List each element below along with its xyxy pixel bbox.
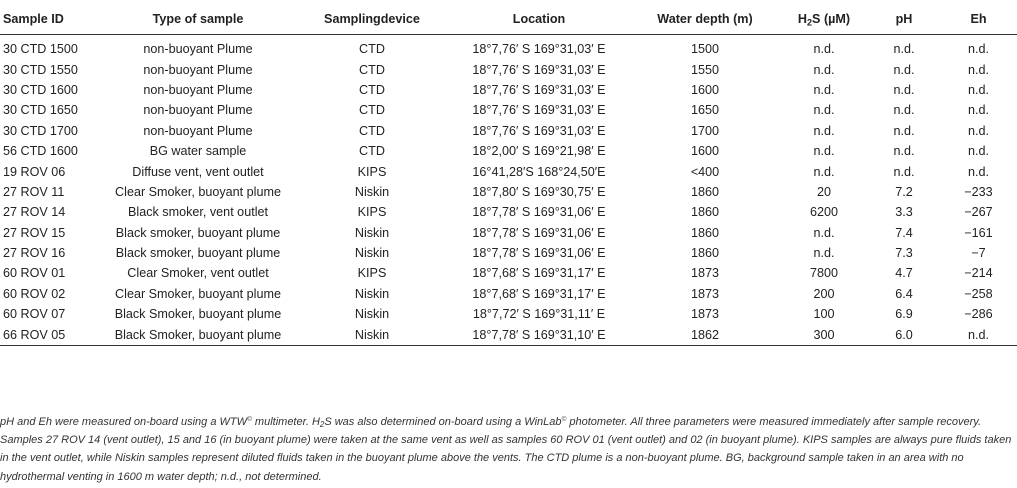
cell-ph: 4.7: [895, 266, 913, 281]
cell-water-depth: 1600: [690, 144, 720, 159]
cell-h2s: n.d.: [813, 82, 835, 97]
cell-h2s: 300: [780, 324, 868, 345]
cell-eh: n.d.: [967, 164, 989, 179]
footnote-copyright-mark-1: ©: [247, 416, 252, 424]
header-eh: Eh: [940, 4, 1017, 35]
cell-h2s: n.d.: [813, 225, 835, 240]
footnote-part-1: pH and Eh were measured on-board using a WTW: [0, 416, 248, 428]
cell-h2s: n.d.: [813, 123, 835, 138]
header-ph: pH: [868, 4, 940, 35]
cell-eh: n.d.: [967, 82, 989, 97]
header-h2s-subscript: 2: [807, 17, 813, 28]
cell-ph: 7.2: [895, 184, 913, 199]
cell-sampling-device: Niskin: [354, 307, 390, 322]
cell-sample-id: 66 ROV 05: [0, 324, 100, 345]
cell-location: 18°7,68′ S 169°31,17′ E: [472, 286, 606, 301]
table-footnote: [0, 413, 1012, 486]
header-h2s-suffix: S (µM): [812, 12, 851, 26]
cell-sample-id: 19 ROV 06: [3, 164, 66, 179]
cell-sampling-device: KIPS: [357, 266, 387, 281]
cell-sampling-device: CTD: [359, 144, 385, 159]
cell-location: 18°7,78′ S 169°31,10′ E: [448, 324, 630, 345]
cell-type-of-sample: non-buoyant Plume: [143, 62, 253, 77]
cell-type-of-sample: non-buoyant Plume: [143, 82, 253, 97]
cell-h2s: 20: [816, 184, 831, 199]
cell-water-depth: 1600: [690, 82, 720, 97]
cell-water-depth: 1862: [630, 324, 780, 345]
cell-h2s: 7800: [809, 266, 839, 281]
cell-water-depth: 1650: [690, 103, 720, 118]
cell-type-of-sample: Black Smoker, buoyant plume: [100, 324, 296, 345]
table-row: [0, 100, 1017, 120]
table-row: [0, 182, 1017, 202]
cell-sample-id: 60 ROV 07: [3, 307, 66, 322]
cell-water-depth: 1860: [690, 225, 720, 240]
table-row: [0, 284, 1017, 304]
cell-sampling-device: CTD: [359, 62, 385, 77]
header-h2s: [780, 4, 868, 35]
cell-sampling-device: CTD: [359, 42, 385, 57]
table-row: [0, 141, 1017, 161]
footnote-h2s-subscript: 2: [319, 419, 325, 429]
cell-eh: −233: [964, 184, 993, 199]
header-location: Location: [448, 4, 630, 35]
cell-type-of-sample: Black smoker, buoyant plume: [115, 225, 281, 240]
cell-location: 18°7,80′ S 169°30,75′ E: [472, 184, 606, 199]
table-row: [0, 223, 1017, 243]
cell-type-of-sample: Clear Smoker, buoyant plume: [115, 286, 281, 301]
cell-ph: n.d.: [893, 164, 915, 179]
cell-ph: 3.3: [895, 205, 913, 220]
table-row: [0, 263, 1017, 283]
table-row: [0, 161, 1017, 181]
cell-sample-id: 30 CTD 1700: [3, 123, 78, 138]
table-row: [0, 243, 1017, 263]
cell-location: 18°7,78′ S 169°31,06′ E: [472, 205, 606, 220]
cell-water-depth: 1873: [690, 307, 720, 322]
cell-sample-id: 60 ROV 01: [3, 266, 66, 281]
cell-water-depth: <400: [690, 164, 720, 179]
cell-sample-id: 30 CTD 1600: [3, 82, 78, 97]
footnote-part-4: photometer. All three parameters were measured immediately after sample recovery. Samples 27 ROV 14 (vent outlet), 15 and 16 (in buoyant plume) were taken at the same vent as well as samples 60 ROV 01 (vent outlet) and 02 (in buoyant plume). KIPS samples are always pure fluids taken in the vent outlet, while Niskin samples represent diluted fluids taken in the buoyant plume above the vents. The CTD plume is a non-buoyant plume. BG, background sample taken in an area with no hydrothermal venting in 1600 m water depth; n.d., not determined.: [0, 416, 1012, 483]
cell-h2s: n.d.: [813, 103, 835, 118]
cell-eh: −161: [964, 225, 993, 240]
cell-sample-id: 27 ROV 15: [3, 225, 66, 240]
cell-ph: 7.4: [895, 225, 913, 240]
table-body: [0, 35, 1017, 346]
footnote-part-3: S was also determined on-board using a WinLab: [324, 416, 562, 428]
cell-eh: −286: [964, 307, 993, 322]
cell-water-depth: 1500: [690, 42, 720, 57]
cell-h2s: 6200: [809, 205, 839, 220]
cell-water-depth: 1860: [690, 246, 720, 261]
cell-location: 18°7,76′ S 169°31,03′ E: [472, 62, 606, 77]
cell-sample-id: 27 ROV 16: [3, 246, 66, 261]
cell-h2s: 200: [813, 286, 835, 301]
cell-sample-id: 30 CTD 1550: [3, 62, 78, 77]
cell-water-depth: 1873: [690, 286, 720, 301]
cell-location: 18°7,78′ S 169°31,06′ E: [472, 246, 606, 261]
table-row: [0, 80, 1017, 100]
cell-sampling-device: Niskin: [354, 286, 390, 301]
cell-sample-id: 30 CTD 1500: [3, 42, 78, 57]
cell-h2s: n.d.: [813, 42, 835, 57]
cell-eh: n.d.: [967, 103, 989, 118]
cell-location: 18°7,76′ S 169°31,03′ E: [472, 82, 606, 97]
cell-sampling-device: CTD: [359, 82, 385, 97]
cell-eh: n.d.: [967, 62, 989, 77]
cell-sampling-device: Niskin: [354, 184, 390, 199]
cell-ph: n.d.: [893, 82, 915, 97]
cell-eh: n.d.: [967, 123, 989, 138]
header-sampling-device: Samplingdevice: [296, 4, 448, 35]
cell-location: 18°2,00′ S 169°21,98′ E: [472, 144, 606, 159]
cell-sample-id: 56 CTD 1600: [3, 144, 78, 159]
cell-sample-id: 27 ROV 14: [3, 205, 66, 220]
cell-sample-id: 60 ROV 02: [3, 286, 66, 301]
cell-eh: −267: [964, 205, 993, 220]
cell-water-depth: 1700: [690, 123, 720, 138]
header-sample-id: Sample ID: [0, 4, 100, 35]
cell-location: 18°7,76′ S 169°31,03′ E: [472, 123, 606, 138]
table-row: [0, 35, 1017, 60]
cell-h2s: n.d.: [813, 246, 835, 261]
cell-ph: n.d.: [893, 62, 915, 77]
table-header-row: [0, 4, 1017, 35]
cell-type-of-sample: Black smoker, buoyant plume: [115, 246, 281, 261]
footnote-copyright-mark-2: ©: [561, 416, 567, 424]
cell-eh: −214: [964, 266, 993, 281]
cell-h2s: n.d.: [813, 144, 835, 159]
cell-type-of-sample: Clear Smoker, buoyant plume: [115, 184, 281, 199]
footnote-part-2: multimeter. H: [251, 416, 320, 428]
cell-type-of-sample: Clear Smoker, vent outlet: [127, 266, 269, 281]
header-water-depth: Water depth (m): [630, 4, 780, 35]
cell-ph: 7.3: [895, 246, 913, 261]
cell-sampling-device: Niskin: [354, 246, 390, 261]
cell-water-depth: 1860: [690, 205, 720, 220]
cell-eh: −7: [971, 246, 986, 261]
cell-sampling-device: KIPS: [357, 205, 387, 220]
cell-sampling-device: KIPS: [357, 164, 387, 179]
header-h2s-prefix: H: [797, 12, 807, 26]
cell-sampling-device: CTD: [359, 123, 385, 138]
cell-ph: n.d.: [893, 123, 915, 138]
cell-location: 18°7,68′ S 169°31,17′ E: [472, 266, 606, 281]
cell-location: 18°7,76′ S 169°31,03′ E: [472, 103, 606, 118]
cell-ph: n.d.: [893, 42, 915, 57]
cell-sample-id: 27 ROV 11: [3, 184, 65, 199]
cell-ph: n.d.: [893, 103, 915, 118]
cell-h2s: 100: [813, 307, 835, 322]
cell-sampling-device: Niskin: [296, 324, 448, 345]
cell-type-of-sample: Black Smoker, buoyant plume: [114, 307, 282, 322]
cell-type-of-sample: non-buoyant Plume: [143, 123, 253, 138]
cell-water-depth: 1873: [690, 266, 720, 281]
cell-water-depth: 1550: [690, 62, 720, 77]
cell-type-of-sample: Diffuse vent, vent outlet: [132, 164, 264, 179]
cell-sample-id: 30 CTD 1650: [3, 103, 78, 118]
table-row: [0, 59, 1017, 79]
cell-h2s: n.d.: [813, 164, 835, 179]
cell-location: 18°7,76′ S 169°31,03′ E: [472, 42, 606, 57]
cell-ph: 6.9: [895, 307, 913, 322]
cell-eh: n.d.: [967, 144, 989, 159]
cell-eh: n.d.: [967, 42, 989, 57]
cell-ph: 6.4: [895, 286, 913, 301]
cell-sampling-device: CTD: [359, 103, 385, 118]
cell-eh: −258: [964, 286, 993, 301]
table-row: [0, 324, 1017, 345]
cell-type-of-sample: Black smoker, vent outlet: [128, 205, 268, 220]
sample-table: [0, 4, 1017, 346]
cell-location: 16°41,28′S 168°24,50′E: [472, 164, 606, 179]
cell-location: 18°7,78′ S 169°31,06′ E: [472, 225, 606, 240]
cell-type-of-sample: non-buoyant Plume: [143, 42, 253, 57]
cell-eh: n.d.: [940, 324, 1017, 345]
cell-sampling-device: Niskin: [354, 225, 390, 240]
table-row: [0, 304, 1017, 324]
cell-h2s: n.d.: [813, 62, 835, 77]
table-row: [0, 202, 1017, 222]
cell-location: 18°7,72′ S 169°31,11′ E: [472, 307, 606, 322]
cell-water-depth: 1860: [690, 184, 720, 199]
header-type-of-sample: Type of sample: [100, 4, 296, 35]
table-row: [0, 121, 1017, 141]
cell-type-of-sample: BG water sample: [149, 144, 247, 159]
cell-type-of-sample: non-buoyant Plume: [143, 103, 253, 118]
cell-ph: n.d.: [893, 144, 915, 159]
cell-ph: 6.0: [868, 324, 940, 345]
